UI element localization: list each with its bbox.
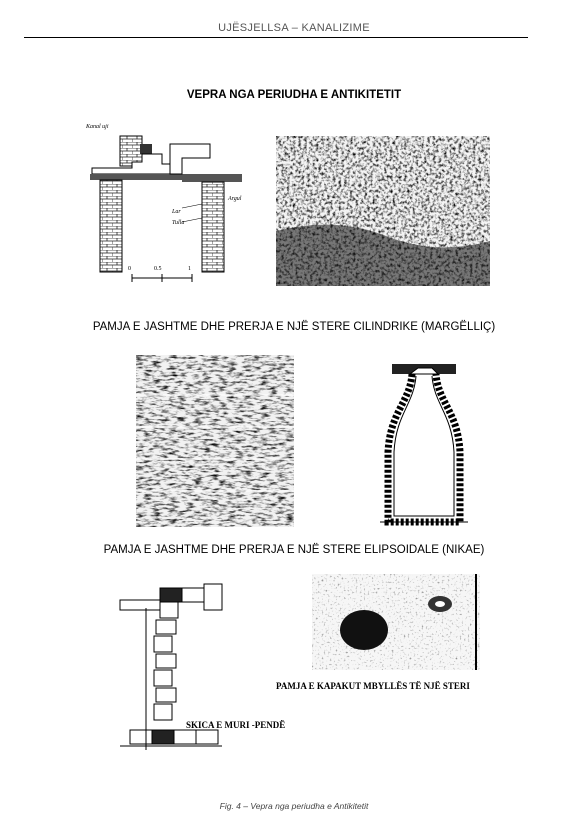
label-lar: Lar: [172, 209, 181, 215]
label-argul: Argul: [228, 196, 242, 202]
scale-label-05: 0.5: [154, 266, 162, 272]
label-tulla: Tulla: [172, 220, 185, 226]
label-wall-sketch: SKICA E MURI -PENDË: [186, 720, 286, 730]
scale-label-1: 1: [188, 266, 191, 272]
label-cistern-cover: PAMJA E KAPAKUT MBYLLËS TË NJË STERI: [276, 681, 470, 691]
elliptical-cistern-section-drawing: [370, 362, 478, 526]
caption-elliptical-cistern: PAMJA E JASHTME DHE PRERJA E NJË STERE ELIPSOIDALE (NIKAE): [103, 544, 485, 556]
label-kanal-uji: Kanal uji: [86, 124, 109, 130]
page-title: VEPRA NGA PERIUDHA E ANTIKITETIT: [186, 89, 402, 101]
cylindrical-cistern-section-drawing: [82, 118, 252, 288]
figure-caption: Fig. 4 – Vepra nga periudha e Antikitetit: [219, 801, 369, 811]
scale-label-0: 0: [128, 266, 131, 272]
cylindrical-cistern-photo: [276, 136, 490, 286]
elliptical-cistern-photo: [136, 355, 294, 527]
running-header: UJËSJELLSA – KANALIZIME: [218, 22, 370, 34]
header-rule: [24, 37, 528, 38]
caption-cylindrical-cistern: PAMJA E JASHTME DHE PRERJA E NJË STERE CILINDRIKE (MARGËLLIÇ): [92, 321, 496, 333]
wall-sketch-drawing: [116, 580, 226, 760]
cistern-cover-photo: [312, 574, 480, 670]
